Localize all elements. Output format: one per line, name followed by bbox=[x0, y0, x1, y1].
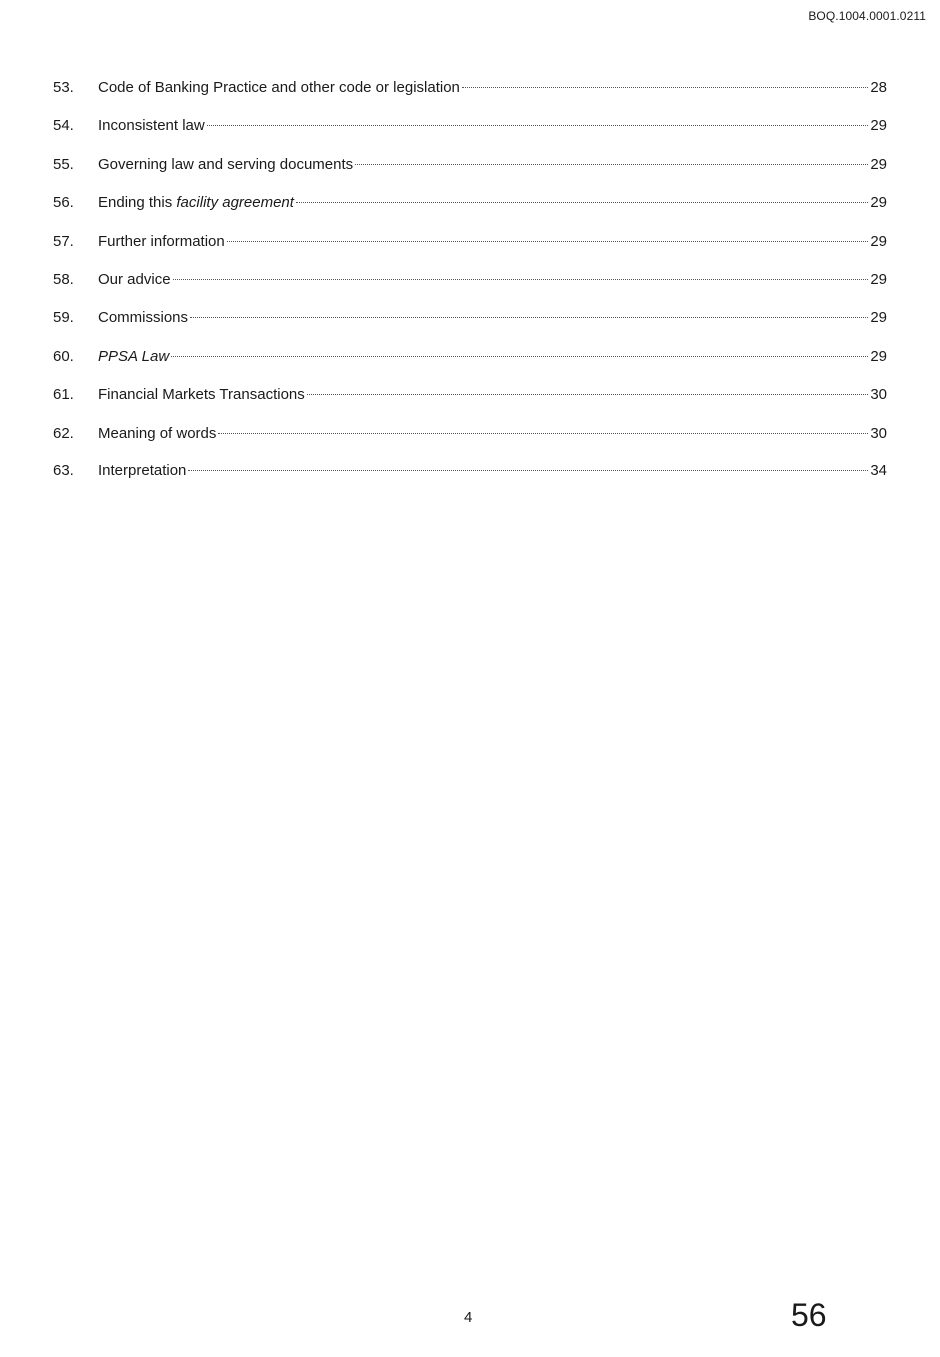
toc-entry-number: 56. bbox=[53, 194, 74, 212]
document-id: BOQ.1004.0001.0211 bbox=[808, 9, 926, 23]
toc-entry-title: Commissions bbox=[98, 309, 189, 327]
toc-entry bbox=[53, 232, 887, 270]
toc-entry-page: 34 bbox=[870, 461, 887, 479]
dot-leader bbox=[307, 394, 869, 395]
toc-entry-number: 55. bbox=[53, 155, 74, 173]
toc-entry-title-italic: facility agreement bbox=[176, 194, 294, 212]
toc-entry-page: 30 bbox=[870, 386, 887, 404]
dot-leader bbox=[173, 279, 869, 280]
toc-entry-page: 29 bbox=[870, 309, 887, 327]
toc-entry-title: Interpretation bbox=[98, 461, 187, 479]
toc-entry-title: Governing law and serving documents bbox=[98, 155, 354, 173]
toc-entry-number: 58. bbox=[53, 270, 74, 288]
toc-entry bbox=[53, 347, 887, 385]
toc-entry bbox=[53, 78, 887, 116]
tab-number: 56 bbox=[791, 1297, 827, 1333]
dot-leader bbox=[207, 125, 869, 126]
toc-entry-number: 54. bbox=[53, 117, 74, 135]
dot-leader bbox=[218, 433, 868, 434]
toc-entry-title: Code of Banking Practice and other code or legislation bbox=[98, 79, 460, 96]
toc-entry-title: Our advice bbox=[98, 270, 171, 288]
page-number: 4 bbox=[464, 1309, 473, 1326]
dot-leader bbox=[462, 87, 868, 88]
dot-leader bbox=[296, 202, 868, 203]
toc-entry-title: Further information bbox=[98, 232, 225, 250]
toc-entry-number: 59. bbox=[53, 309, 74, 327]
dot-leader bbox=[188, 470, 868, 471]
toc-entry-page: 29 bbox=[870, 347, 887, 365]
table-of-contents bbox=[53, 78, 887, 498]
toc-entry bbox=[53, 424, 887, 461]
toc-entry-title bbox=[98, 347, 169, 367]
toc-entry-number: 61. bbox=[53, 386, 74, 404]
toc-entry-page: 29 bbox=[870, 194, 887, 212]
toc-entry-number: 57. bbox=[53, 232, 74, 250]
toc-entry-number: 62. bbox=[53, 424, 74, 442]
toc-entry bbox=[53, 270, 887, 308]
toc-entry bbox=[53, 155, 887, 193]
toc-entry-title bbox=[98, 193, 294, 213]
toc-entry-number: 63. bbox=[53, 461, 74, 479]
toc-entry-title-text: Ending this bbox=[98, 194, 177, 212]
toc-entry-page: 29 bbox=[870, 270, 887, 288]
toc-entry-page: 30 bbox=[870, 424, 887, 442]
dot-leader bbox=[227, 241, 869, 242]
toc-entry-title-italic: PPSA Law bbox=[98, 347, 170, 365]
toc-entry bbox=[53, 308, 887, 346]
toc-entry-number: 60. bbox=[53, 347, 74, 365]
toc-entry-page: 29 bbox=[870, 155, 887, 173]
toc-entry-title: Financial Markets Transactions bbox=[98, 386, 305, 404]
toc-entry bbox=[53, 461, 887, 498]
toc-entry-page: 28 bbox=[870, 79, 887, 96]
dot-leader bbox=[355, 164, 868, 165]
toc-entry bbox=[53, 193, 887, 231]
toc-entry-number: 53. bbox=[53, 79, 74, 96]
toc-entry bbox=[53, 385, 887, 423]
toc-entry bbox=[53, 116, 887, 154]
dot-leader bbox=[190, 317, 868, 318]
toc-entry-title: Inconsistent law bbox=[98, 117, 205, 135]
toc-entry-page: 29 bbox=[870, 232, 887, 250]
dot-leader bbox=[171, 356, 868, 357]
toc-entry-page: 29 bbox=[870, 117, 887, 135]
toc-entry-title: Meaning of words bbox=[98, 424, 217, 442]
